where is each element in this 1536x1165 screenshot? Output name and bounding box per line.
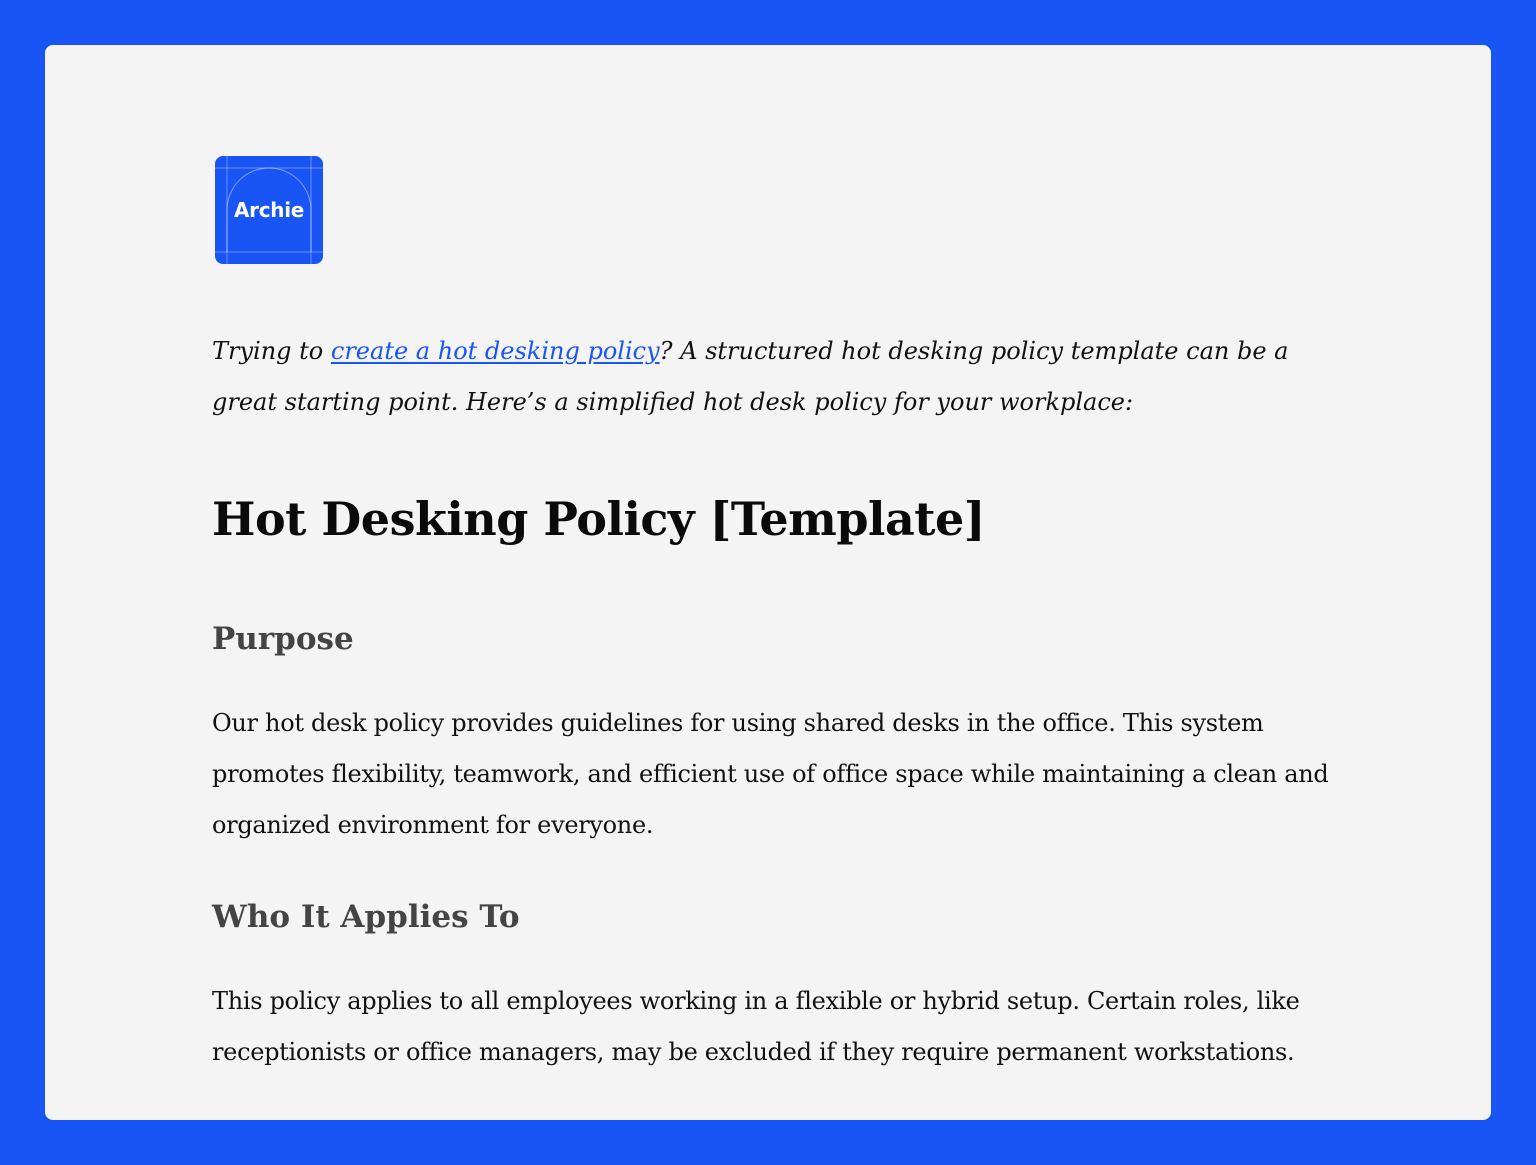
create-policy-link[interactable]: create a hot desking policy	[330, 337, 660, 365]
section-heading-who-it-applies-to: Who It Applies To	[212, 899, 520, 935]
intro-prefix: Trying to	[212, 337, 331, 365]
archie-logo	[215, 156, 323, 264]
section-heading-purpose: Purpose	[212, 621, 354, 657]
intro-suffix: ? A structured hot desking policy template can be a great starting point. Here’s a simplified hot desk policy for your workplace:	[212, 337, 1289, 416]
section-body-who-it-applies-to: This policy applies to all employees working in a flexible or hybrid setup. Certain roles, like receptionists or office managers, may be excluded if they require permanent workstations.	[212, 987, 1300, 1066]
logo-text: Archie	[233, 198, 305, 222]
intro-paragraph	[212, 326, 1332, 428]
page-title: Hot Desking Policy [Template]	[212, 492, 986, 546]
document-card	[45, 45, 1491, 1120]
section-body-purpose: Our hot desk policy provides guidelines for using shared desks in the office. This system promotes flexibility, teamwork, and efficient use of office space while maintaining a clean and organized environment for everyone.	[212, 709, 1329, 839]
